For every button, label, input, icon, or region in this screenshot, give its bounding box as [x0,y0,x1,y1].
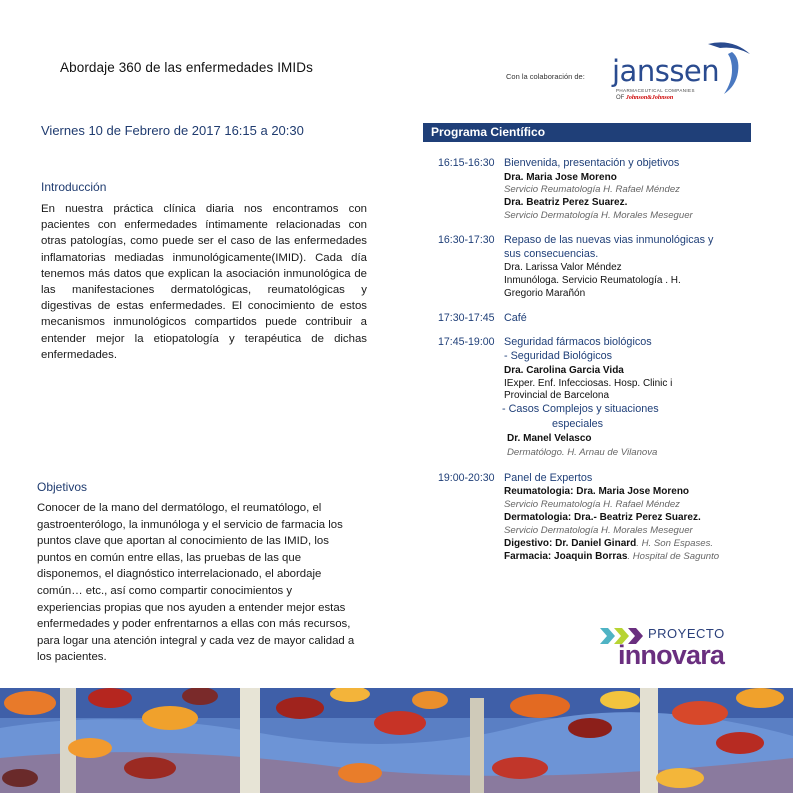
johnson-logo [616,95,673,101]
b4-title: Seguridad fármacos biológicos [504,336,652,348]
b5-row2-name: Dra.- Beatriz Perez Suarez. [571,512,701,523]
b3-time: 17:30-17:45 [438,312,495,324]
program-heading: Programa Científico [423,123,751,142]
b5-row1 [504,486,689,497]
b2-title-line2: sus consecuencias. [504,248,599,260]
b5-row4-role: Farmacia: [504,551,552,562]
b5-row2-affiliation: Servicio Dermatología H. Morales Meseguer [504,525,693,536]
b4-affiliation1-line2: Provincial de Barcelona [504,390,610,401]
b2-affiliation-line2: Gregorio Marañón [504,288,586,299]
logo-innovara: innovara [618,640,725,670]
event-title: Abordaje 360 de las enfermedades IMIDs [60,60,313,75]
b1-time: 16:15-16:30 [438,157,495,169]
b1-speaker1: Dra. Maria Jose Moreno [504,172,617,183]
objectives-text: Conocer de la mano del dermatólogo, el reumatólogo, el gastroenterólogo, la inmunóloga y el servicio de farmacia los puntos clave que aportan al conocimiento de las IMID, los puntos en común entre ellas, las pruebas de las que disponemos, el diagnóstico interrelacionado, el abordaje común… etc., así como compartir conocimientos y experiencias propias que nos ayuden a entender mejor estas enfermedades y poder enfrentarnos a ellas con más recursos, para logar una atención integral y cada vez de mayor calidad a los pacientes. [37,502,355,664]
b2-title-line1: Repaso de las nuevas vias inmunológicas y [504,234,714,246]
b4-affiliation1-line1: IExper. Enf. Infecciosas. Hosp. Clinic i [504,378,673,389]
b5-title: Panel de Expertos [504,472,593,484]
b5-row4-name: Joaquin Borras [551,551,628,562]
innovara-logo [600,626,760,676]
b5-row1-affiliation: Servicio Reumatología H. Rafael Méndez [504,499,680,510]
b4-speaker2: Dr. Manel Velasco [507,433,592,444]
b5-row4-affiliation: . Hospital de Sagunto [627,551,720,562]
janssen-logo [610,38,760,108]
abstract-painting-image [0,688,793,793]
b1-title: Bienvenida, presentación y objetivos [504,157,680,169]
intro-heading: Introducción [41,180,107,194]
event-date: Viernes 10 de Febrero de 2017 16:15 a 20:30 [41,123,304,138]
b5-row1-role: Reumatologia: [504,486,574,497]
janssen-subtitle: PHARMACEUTICAL COMPANIES [616,88,695,93]
b2-time: 16:30-17:30 [438,234,495,246]
collaboration-label: Con la colaboración de: [506,72,585,81]
b4-subtopic2-line1: - Casos Complejos y situaciones [502,403,659,415]
jj-name: Johnson&Johnson [625,95,674,101]
b5-row1-name: Dra. Maria Jose Moreno [573,486,690,497]
b5-row3-name: Dr. Daniel Ginard [552,538,637,549]
janssen-swoosh-icon [706,38,752,96]
b2-affiliation-line1: Inmunóloga. Servicio Reumatología . H. [504,275,681,286]
b3-title: Café [504,312,527,324]
b4-subtopic1: - Seguridad Biológicos [504,350,613,362]
b5-row3-affiliation: . H. Son Espases. [636,538,714,549]
objectives-heading: Objetivos [37,480,88,494]
jj-prefix: OF [616,95,625,101]
logo-proyecto: PROYECTO [648,626,725,641]
b1-affiliation1: Servicio Reumatología H. Rafael Méndez [504,184,680,195]
b2-speaker: Dra. Larissa Valor Méndez [504,262,622,273]
intro-text: En nuestra práctica clínica diaria nos encontramos con pacientes con enfermedades íntimamente relacionadas con otras patologías, como puede ser el caso de las enfermedades inflamatorias mediadas inmunológicamente(IMID). Cada día tenemos más datos que explican la asociación inmunológica de las manifestaciones dermatológicas, reumatológicas y digestivas de estas enfermedades. El conocimiento de estos mecanismos inmunológicos compartidos puede contribuir a entender mejor la etiopatología y terapéutica de dichas enfermedades. [41,203,367,361]
b5-row4 [504,551,719,562]
b5-time: 19:00-20:30 [438,472,495,484]
b5-row2-role: Dermatologia: [504,512,572,523]
b4-speaker1: Dra. Carolina Garcia Vida [504,365,624,376]
b5-row2 [504,512,701,523]
b5-row3-role: Digestivo: [504,538,553,549]
b4-affiliation2: Dermatólogo. H. Arnau de Vilanova [507,447,658,458]
janssen-wordmark: janssen [612,54,720,88]
b1-speaker2: Dra. Beatriz Perez Suarez. [504,197,628,208]
b4-subtopic2-line2: especiales [552,418,604,430]
b1-affiliation2: Servicio Dermatología H. Morales Meseguer [504,210,693,221]
b5-row3 [504,538,713,549]
b4-time: 17:45-19:00 [438,336,495,348]
